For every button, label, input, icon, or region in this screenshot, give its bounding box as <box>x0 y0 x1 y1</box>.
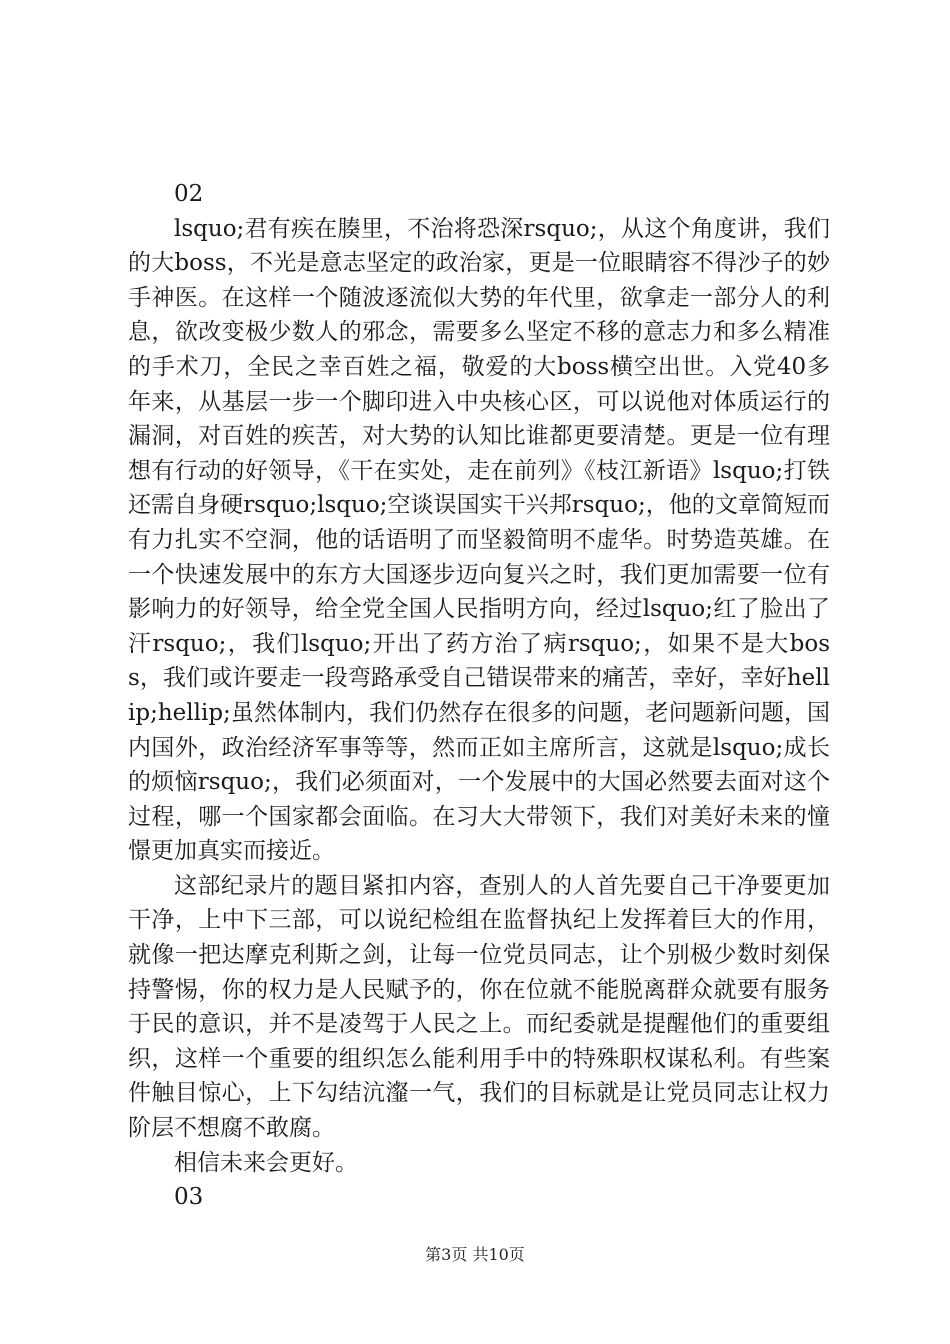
paragraph-1: lsquo;君有疾在腠里，不治将恐深rsquo;，从这个角度讲，我们的大boss，不光是意志坚定的政治家，更是一位眼睛容不得沙子的妙手神医。在这样一个随波逐流似大势的年代里，欲拿走一部分人的利息，欲改变极少数人的邪念，需要多么坚定不移的意志力和多么精准的手术刀，全民之幸百姓之福，敬爱的大boss横空出世。入党40多年来，从基层一步一个脚印进入中央核心区，可以说他对体质运行的漏洞，对百姓的疾苦，对大势的认知比谁都更要清楚。更是一位有理想有行动的好领导，《干在实处，走在前列》《枝江新语》lsquo;打铁还需自身硬rsquo;lsquo;空谈误国实干兴邦rsquo;，他的文章简短而有力扎实不空洞，他的话语明了而坚毅简明不虚华。时势造英雄。在一个快速发展中的东方大国逐步迈向复兴之时，我们更加需要一位有影响力的好领导，给全党全国人民指明方向，经过lsquo;红了脸出了汗rsquo;，我们lsquo;开出了药方治了病rsquo;，如果不是大boss，我们或许要走一段弯路承受自己错误带来的痛苦，幸好，幸好hellip;hellip;虽然体制内，我们仍然存在很多的问题，老问题新问题，国内国外，政治经济军事等等，然而正如主席所言，这就是lsquo;成长的烦恼rsquo;，我们必须面对，一个发展中的大国必然要去面对这个过程，哪一个国家都会面临。在习大大带领下，我们对美好未来的憧憬更加真实而接近。 <box>128 215 830 865</box>
paragraph-2: 这部纪录片的题目紧扣内容，查别人的人首先要自己干净要更加干净，上中下三部，可以说纪检组在监督执纪上发挥着巨大的作用，就像一把达摩克利斯之剑，让每一位党员同志，让个别极少数时刻保持警惕，你的权力是人民赋予的，你在位就不能脱离群众就要有服务于民的意识，并不是凌驾于人民之上。而纪委就是提醒他们的重要组织，这样一个重要的组织怎么能利用手中的特殊职权谋私利。有些案件触目惊心，上下勾结沆瀣一气，我们的目标就是让党员同志让权力阶层不想腐不敢腐。 <box>128 872 830 1142</box>
paragraph-3: 相信未来会更好。 <box>174 1149 358 1176</box>
page-footer: 第3页 共10页 <box>425 1245 525 1264</box>
section-number-03: 03 <box>174 1184 204 1211</box>
section-number-02: 02 <box>174 181 204 207</box>
document-body <box>128 177 830 1215</box>
